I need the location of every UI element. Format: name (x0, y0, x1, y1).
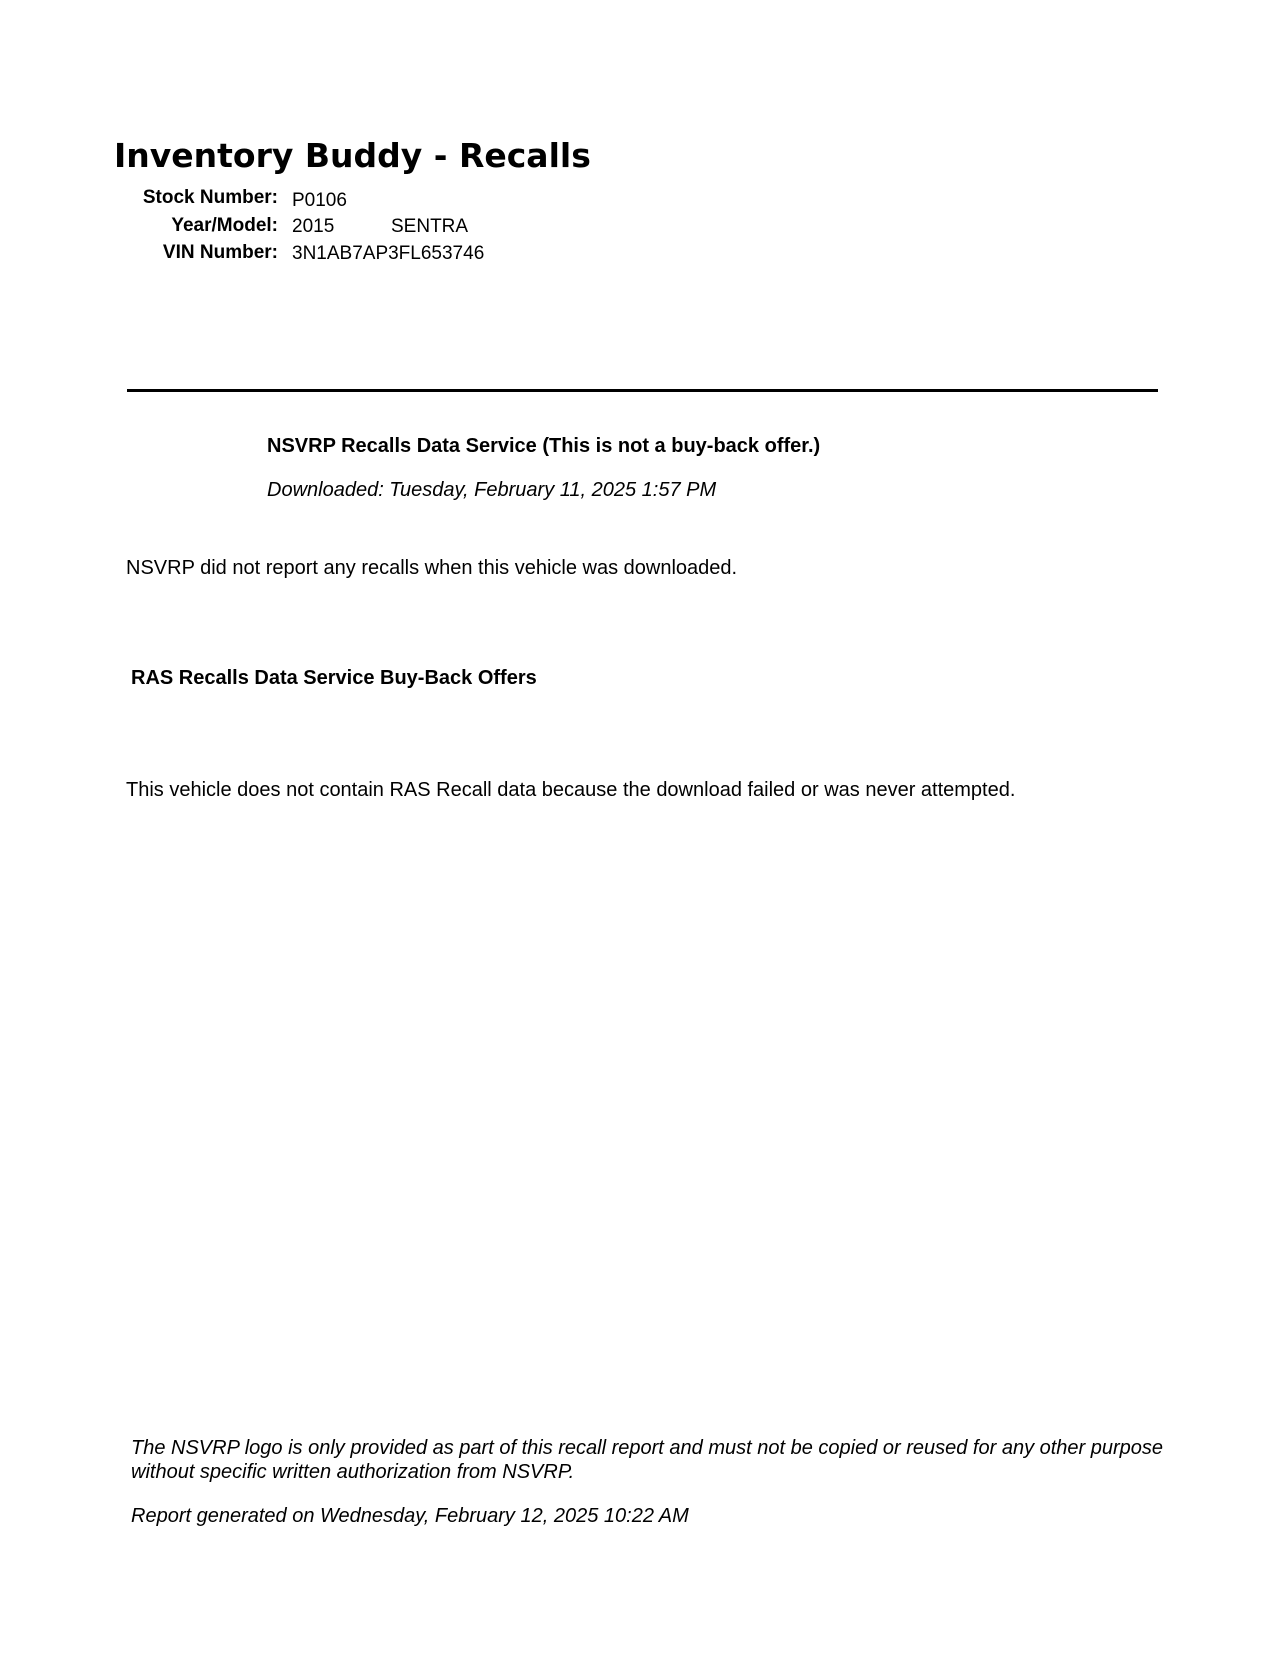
section-divider (127, 389, 1158, 392)
year-value: 2015 (292, 216, 335, 237)
model-value: SENTRA (391, 216, 469, 237)
stock-number-value: P0106 (292, 190, 347, 211)
nsvrp-heading: NSVRP Recalls Data Service (This is not a buy-back offer.) (267, 435, 821, 457)
year-model-label: Year/Model: (171, 215, 278, 236)
page-title: Inventory Buddy - Recalls (114, 136, 591, 175)
nsvrp-downloaded-timestamp: Downloaded: Tuesday, February 11, 2025 1:57 PM (267, 479, 717, 501)
stock-number-label: Stock Number: (142, 187, 278, 208)
ras-message: This vehicle does not contain RAS Recall data because the download failed or was never attempted. (126, 779, 1016, 801)
report-generated-timestamp: Report generated on Wednesday, February 12, 2025 10:22 AM (131, 1505, 689, 1527)
nsvrp-message: NSVRP did not report any recalls when this vehicle was downloaded. (126, 557, 738, 579)
vin-number-value: 3N1AB7AP3FL653746 (292, 243, 485, 264)
logo-disclaimer: The NSVRP logo is only provided as part of this recall report and must not be copied or reused for any other purpose without specific written authorization from NSVRP. (131, 1437, 1164, 1483)
vin-number-label: VIN Number: (162, 242, 278, 263)
ras-heading: RAS Recalls Data Service Buy-Back Offers (131, 667, 537, 689)
